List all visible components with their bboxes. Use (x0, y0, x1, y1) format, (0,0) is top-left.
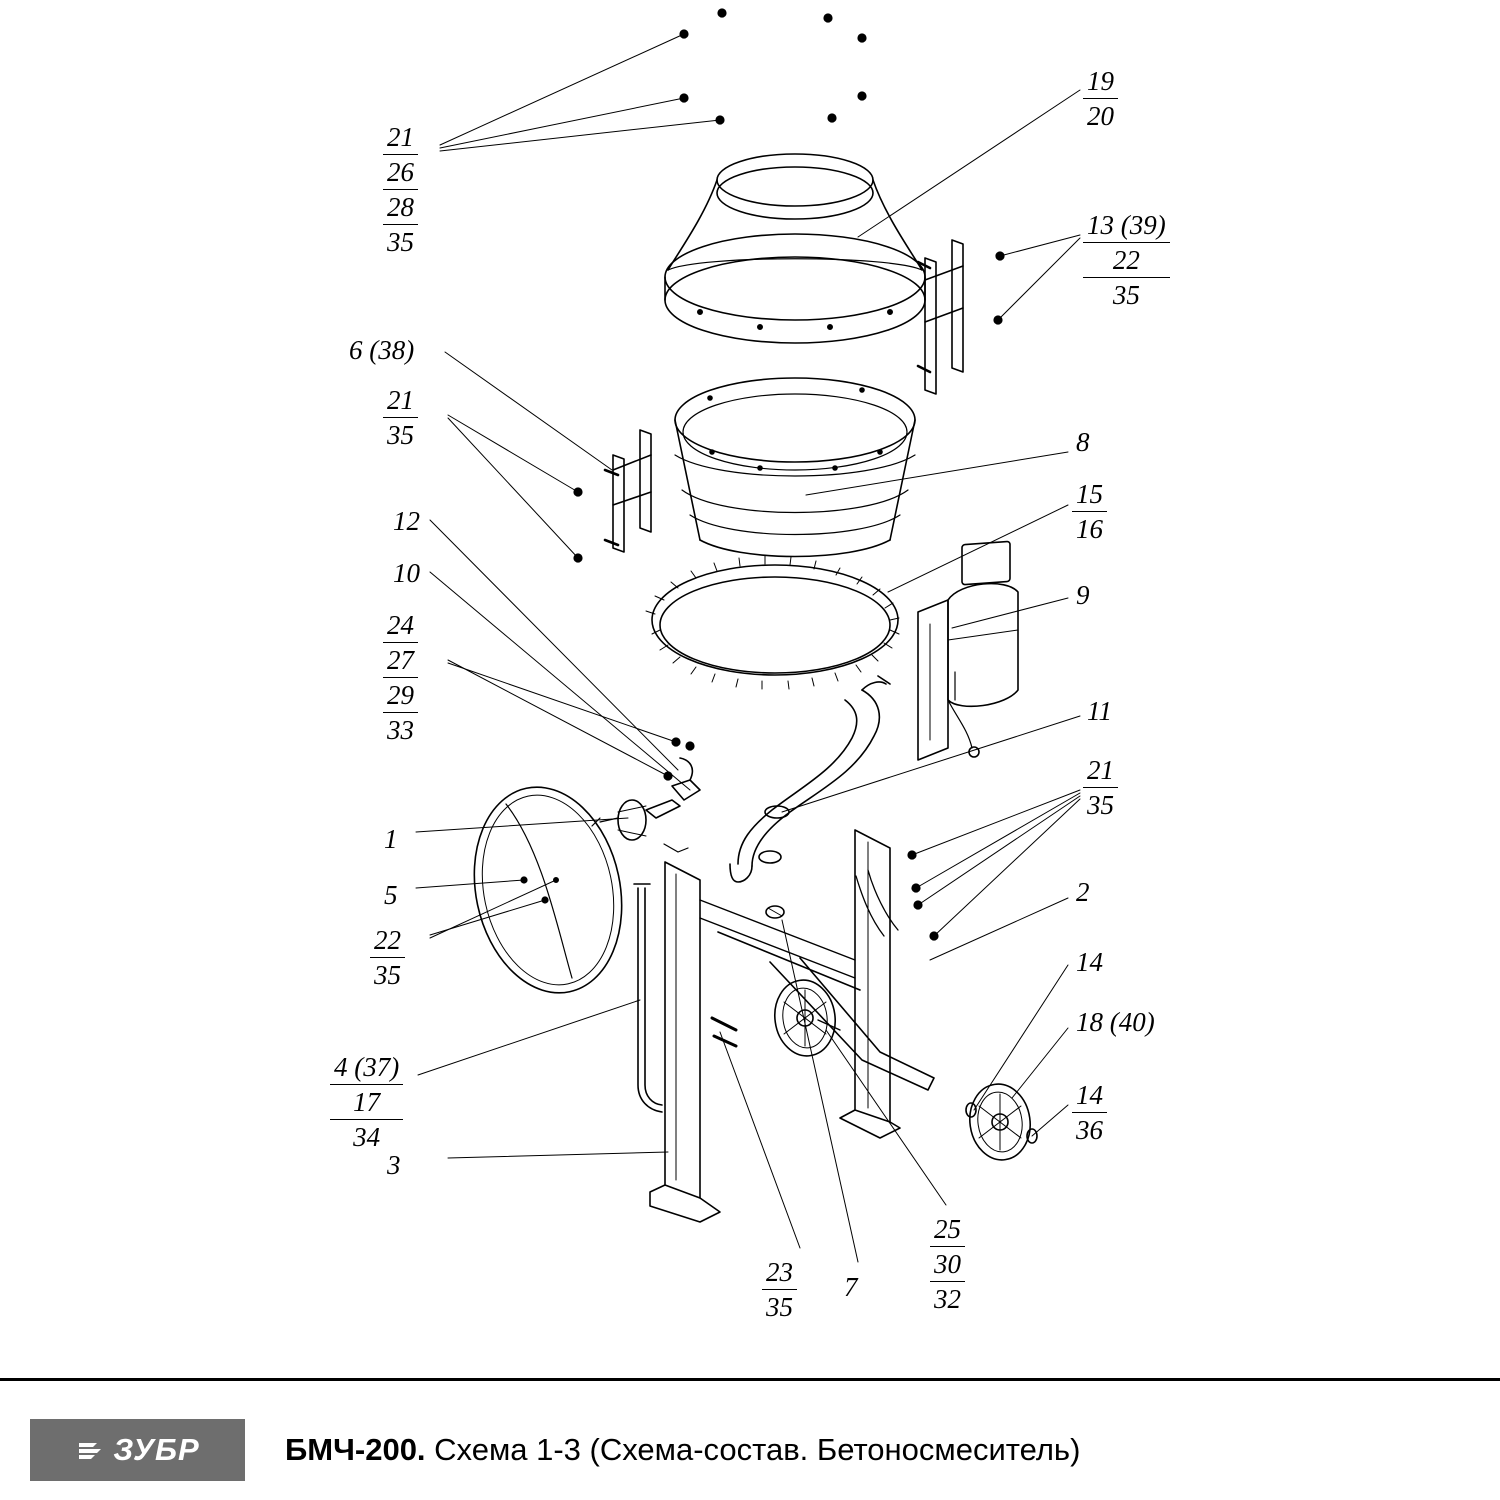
callout-c23-35 (762, 1255, 797, 1324)
callout-number: 19 (1087, 66, 1114, 96)
callout-number: 21 (387, 122, 414, 152)
callout-number: 5 (384, 880, 398, 910)
callout-number: 21 (387, 385, 414, 415)
callout-number: 20 (1083, 98, 1118, 133)
callout-number: 35 (762, 1289, 797, 1324)
callout-c14-top (1072, 945, 1107, 979)
callout-number: 17 (330, 1084, 403, 1119)
callout-number: 2 (1076, 877, 1090, 907)
callout-number: 35 (1083, 277, 1170, 312)
callout-c6 (345, 333, 418, 367)
callout-number: 25 (934, 1214, 961, 1244)
brand-logo (30, 1419, 245, 1481)
callout-c21-26-28-35 (383, 120, 418, 259)
callout-number: 23 (766, 1257, 793, 1287)
callout-number: 32 (930, 1281, 965, 1316)
callout-c10 (389, 556, 424, 590)
callout-number: 22 (374, 925, 401, 955)
callout-number: 13 (39) (1087, 210, 1166, 240)
callout-c4-17-34 (330, 1050, 403, 1154)
callout-c22-35-left (370, 923, 405, 992)
callout-c24-27-29-33 (383, 608, 418, 747)
callout-number: 34 (330, 1119, 403, 1154)
callout-c3 (383, 1148, 405, 1182)
callout-number: 35 (383, 417, 418, 452)
callout-c25-30-32 (930, 1212, 965, 1316)
footer-divider (0, 1378, 1500, 1381)
callout-c19-20 (1083, 64, 1118, 133)
callout-number: 29 (383, 677, 418, 712)
callout-c14-36 (1072, 1078, 1107, 1147)
figure-caption (285, 1432, 1080, 1468)
callout-number: 35 (383, 224, 418, 259)
callout-number: 30 (930, 1246, 965, 1281)
callout-number: 21 (1087, 755, 1114, 785)
callout-number: 10 (393, 558, 420, 588)
callout-c1 (380, 822, 402, 856)
callout-number: 3 (387, 1150, 401, 1180)
callout-c7 (840, 1270, 862, 1304)
callout-c21-35-left (383, 383, 418, 452)
callout-c8 (1072, 425, 1094, 459)
callout-number: 35 (1083, 787, 1118, 822)
callout-c9 (1072, 578, 1094, 612)
callout-number: 14 (1076, 947, 1103, 977)
callout-c12 (389, 504, 424, 538)
callout-number: 12 (393, 506, 420, 536)
callout-number: 24 (387, 610, 414, 640)
callout-c13-22-35 (1083, 208, 1170, 312)
callout-number: 15 (1076, 479, 1103, 509)
arrow-icon (75, 1435, 105, 1465)
callout-number: 26 (383, 154, 418, 189)
callout-number: 36 (1072, 1112, 1107, 1147)
callout-number: 6 (38) (349, 335, 415, 365)
callout-number: 4 (37) (334, 1052, 400, 1082)
callout-c2 (1072, 875, 1094, 909)
callout-c21-35-right (1083, 753, 1118, 822)
callout-number: 35 (370, 957, 405, 992)
footer (0, 1400, 1500, 1500)
callout-number: 11 (1087, 696, 1112, 726)
brand-name: ЗУБР (113, 1432, 200, 1467)
callout-number: 8 (1076, 427, 1090, 457)
callout-number: 9 (1076, 580, 1090, 610)
callout-number: 14 (1076, 1080, 1103, 1110)
callout-c15-16 (1072, 477, 1107, 546)
callout-number: 16 (1072, 511, 1107, 546)
callout-c11 (1083, 694, 1116, 728)
callout-number: 18 (40) (1076, 1007, 1155, 1037)
callout-number: 27 (383, 642, 418, 677)
callout-c18 (1072, 1005, 1159, 1039)
callout-number: 7 (844, 1272, 858, 1302)
callout-c5 (380, 878, 402, 912)
callout-number: 1 (384, 824, 398, 854)
callout-number: 28 (383, 189, 418, 224)
scheme-title: Схема 1-3 (Схема-состав. Бетоносмеситель) (434, 1432, 1081, 1467)
callout-number: 33 (383, 712, 418, 747)
model-name: БМЧ-200. (285, 1432, 426, 1467)
callout-number: 22 (1083, 242, 1170, 277)
